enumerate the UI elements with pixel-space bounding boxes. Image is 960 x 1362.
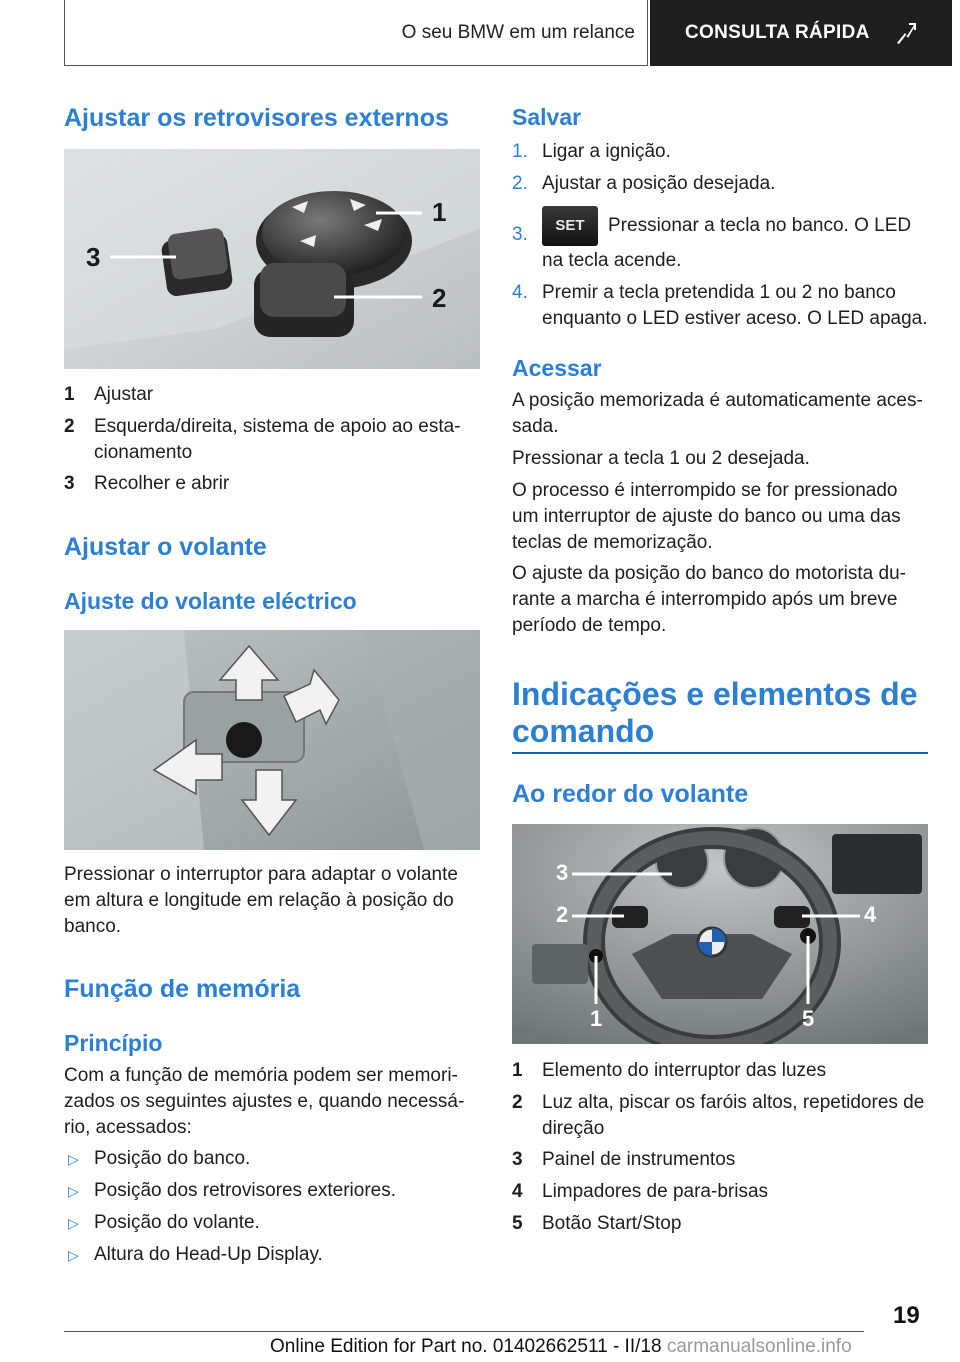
step-text-cont: na tecla acende. [542,250,682,271]
access-paragraph-2 [512,446,928,472]
item-number: 4 [512,1181,523,1202]
footer-divider [64,1331,864,1332]
save-step-2 [512,171,928,197]
text-line: em altura e longitude em relação à posição do [64,890,454,911]
memory-bullet-4 [64,1242,480,1268]
steering-wheel-figure [512,824,928,1044]
header-quick-ref-tab [650,0,952,66]
access-paragraph-3 [512,478,928,556]
step-text-cont: enquanto o LED estiver aceso. O LED apaga. [542,308,928,329]
item-text-cont: cionamento [94,442,193,463]
triangle-right-icon: ▷ [68,1247,79,1263]
step-number: 4. [512,282,528,303]
text-line: O ajuste da posição do banco do motorista du- [512,563,906,584]
control-item-4 [512,1179,928,1205]
title-line: comando [512,713,655,749]
item-text: Esquerda/direita, sistema de apoio ao esta- [94,416,461,437]
mirrors-title: Ajustar os retrovisores externos [64,104,449,132]
item-number: 2 [64,416,75,437]
memory-bullet-2 [64,1178,480,1204]
access-title: Acessar [512,355,602,381]
memory-intro [64,1063,480,1141]
step-text: Ajustar a posição desejada. [542,173,776,194]
control-item-5 [512,1211,928,1237]
edition-text: Online Edition for Part no. 01402662511 - II/18 [270,1336,662,1357]
save-step-1 [512,139,928,165]
item-text: Ajustar [94,384,154,405]
mirror-item-1 [64,382,480,408]
mirror-callout-2: 2 [432,283,447,313]
triangle-right-icon: ▷ [68,1151,79,1167]
triangle-right-icon: ▷ [68,1215,79,1231]
bullet-text: Posição do banco. [94,1148,251,1169]
item-number: 2 [512,1092,523,1113]
steering-title: Ajustar o volante [64,533,267,561]
wheel-callout-1: 1 [590,1006,603,1031]
controls-subtitle: Ao redor do volante [512,780,749,808]
step-text: Ligar a ignição. [542,141,671,162]
item-number: 5 [512,1213,523,1234]
item-text: Recolher e abrir [94,473,230,494]
item-number: 3 [64,473,75,494]
steering-adjust-figure [64,630,480,850]
controls-title [512,676,918,750]
step-number: 1. [512,141,528,162]
wheel-callout-4: 4 [864,902,877,927]
text-line: sada. [512,416,559,437]
text-line: A posição memorizada é automaticamente aces- [512,390,923,411]
step-text-with-button [542,206,911,246]
text-line: O processo é interrompido se for pressionado [512,480,898,501]
steering-description [64,862,480,940]
header-quick-ref-label: CONSULTA RÁPIDA [685,21,870,43]
text-line: período de tempo. [512,615,667,636]
item-text: Painel de instrumentos [542,1149,736,1170]
memory-bullet-3 [64,1210,480,1236]
item-number: 1 [64,384,75,405]
text-line: teclas de memorização. [512,532,713,553]
mirror-item-2 [64,414,480,466]
item-text: Luz alta, piscar os faróis altos, repetidores de [542,1092,925,1113]
item-text: Botão Start/Stop [542,1213,682,1234]
text-line: zados os seguintes ajustes e, quando necessá- [64,1091,465,1112]
text-line: Com a função de memória podem ser memori- [64,1065,458,1086]
control-item-2 [512,1090,928,1142]
item-number: 3 [512,1149,523,1170]
title-line: Indicações e elementos de [512,676,918,712]
text-line: rio, acessados: [64,1117,192,1138]
save-step-4 [512,280,928,332]
memory-title: Função de memória [64,975,301,1003]
mirror-item-3 [64,471,480,497]
footer-edition [270,1336,852,1358]
item-text-cont: direção [542,1118,605,1139]
control-item-1 [512,1058,928,1084]
control-item-3 [512,1147,928,1173]
mirror-callout-3: 3 [86,242,101,272]
item-number: 1 [512,1060,523,1081]
bullet-text: Posição dos retrovisores exteriores. [94,1180,397,1201]
memory-subtitle: Princípio [64,1030,163,1056]
watermark-text: carmanualsonline.info [666,1336,852,1357]
page-number: 19 [893,1302,920,1329]
text-line: Pressionar a tecla 1 ou 2 desejada. [512,448,810,469]
header-section-label: O seu BMW em um relance [401,21,635,43]
access-paragraph-1 [512,388,928,440]
mirror-control-figure [64,149,480,369]
step-text: Premir a tecla pretendida 1 ou 2 no banco [542,282,896,303]
access-paragraph-4 [512,561,928,639]
save-step-3 [512,215,928,274]
triangle-right-icon: ▷ [68,1183,79,1199]
set-button-icon: SET [542,206,598,246]
wheel-callout-5: 5 [802,1006,815,1031]
text-line: um interruptor de ajuste do banco ou uma das [512,506,901,527]
step-text: Pressionar a tecla no banco. O LED [608,215,912,237]
bullet-text: Altura do Head-Up Display. [94,1244,323,1265]
text-line: rante a marcha é interrompido após um breve [512,589,898,610]
section-rule [512,752,928,754]
item-text: Limpadores de para-brisas [542,1181,769,1202]
mirror-callout-1: 1 [432,197,447,227]
wheel-callout-2: 2 [556,902,569,927]
step-number: 3. [512,224,528,245]
header-section-tab [64,0,648,66]
text-line: banco. [64,916,122,937]
memory-bullet-1 [64,1146,480,1172]
step-number: 2. [512,173,528,194]
lightning-icon [894,21,918,45]
save-title: Salvar [512,104,582,130]
item-text: Elemento do interruptor das luzes [542,1060,827,1081]
text-line: Pressionar o interruptor para adaptar o volante [64,864,458,885]
steering-subtitle: Ajuste do volante eléctrico [64,588,357,614]
bullet-text: Posição do volante. [94,1212,260,1233]
wheel-callout-3: 3 [556,860,569,885]
